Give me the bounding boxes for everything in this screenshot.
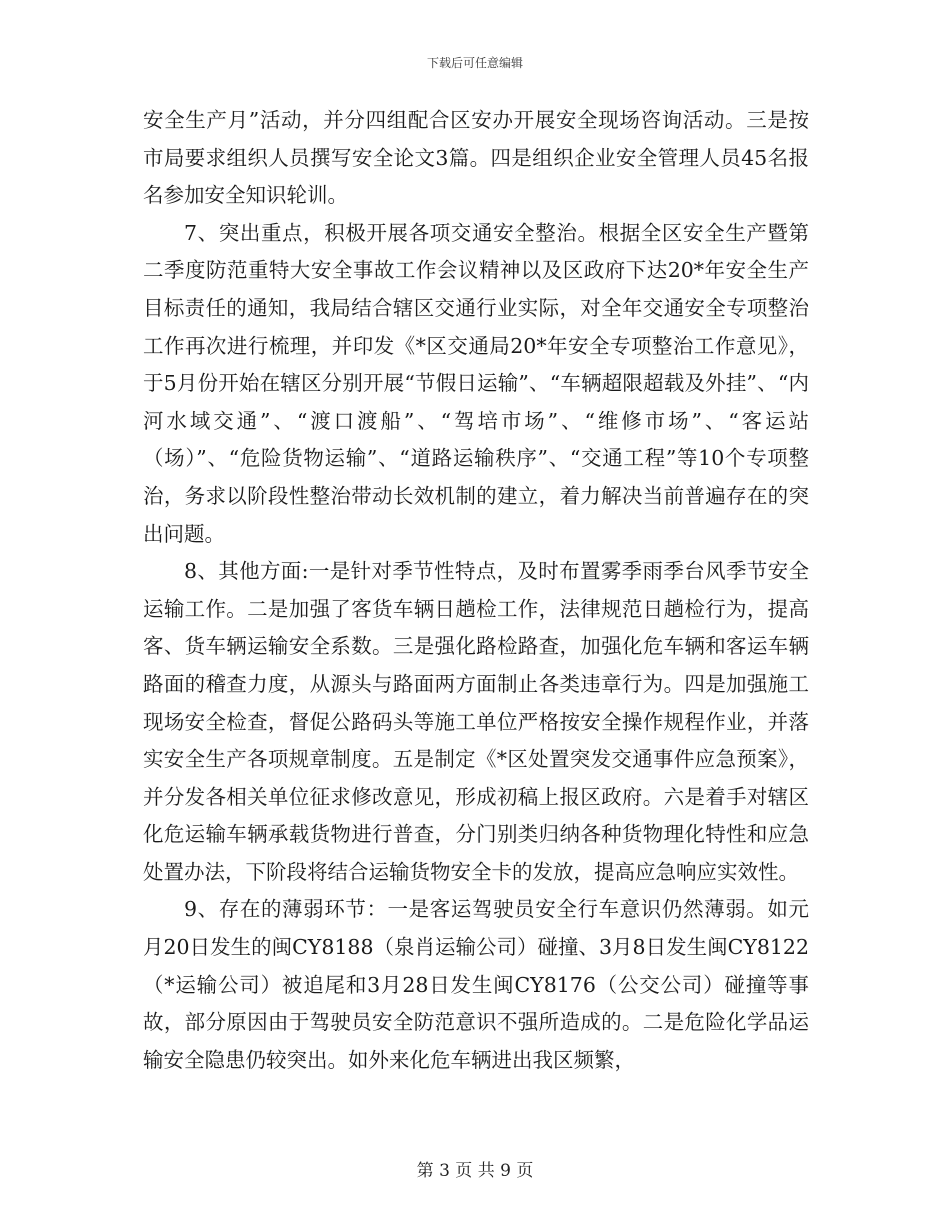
page-number-footer: 第 3 页 共 9 页 — [416, 1161, 534, 1181]
paragraph-item-8: 8、其他方面:一是针对季节性特点，及时布置雾季雨季台风季节安全运输工作。二是加强了客货车辆日趟检工作，法律规范日趟检行为，提高客、货车辆运输安全系数。三是强化路检路查，加强化危车辆和客运车辆路面的稽查力度，从源头与路面两方面制止各类违章行为。四是加强施工现场安全检查，督促公路码头等施工单位严格按安全操作规程作业，并落实安全生产各项规章制度。五是制定《*区处置突发交通事件应急预案》，并分发各相关单位征求修改意见，形成初稿上报区政府。六是着手对辖区化危运输车辆承载货物进行普查，分门别类归纳各种货物理化特性和应急处置办法，下阶段将结合运输货物安全卡的发放，提高应急响应实效性。 — [143, 559, 809, 884]
paragraph-continuation: 安全生产月”活动，并分四组配合区安办开展安全现场咨询活动。三是按市局要求组织人员撰写安全论文3篇。四是组织企业安全管理人员45名报名参加安全知识轮训。 — [143, 108, 809, 208]
paragraph-item-9: 9、存在的薄弱环节：一是客运驾驶员安全行车意识仍然薄弱。如元月20日发生的闽CY8188（泉肖运输公司）碰撞、3月8日发生闽CY8122（*运输公司）被追尾和3月28日发生闽CY8176（公交公司）碰撞等事故，部分原因由于驾驶员安全防范意识不强所造成的。二是危险化学品运输安全隐患仍较突出。如外来化危车辆进出我区频繁， — [143, 897, 809, 1072]
paragraph-item-7: 7、突出重点，积极开展各项交通安全整治。根据全区安全生产暨第二季度防范重特大安全事故工作会议精神以及区政府下达20*年安全生产目标责任的通知，我局结合辖区交通行业实际，对全年交通安全专项整治工作再次进行梳理，并印发《*区交通局20*年安全专项整治工作意见》，于5月份开始在辖区分别开展“节假日运输”、“车辆超限超载及外挂”、“内河水域交通”、“渡口渡船”、“驾培市场”、“维修市场”、“客运站（场）”、“危险货物运输”、“道路运输秩序”、“交通工程”等10个专项整治，务求以阶段性整治带动长效机制的建立，着力解决当前普遍存在的突出问题。 — [143, 220, 809, 546]
page-header: 下载后可任意编辑 — [426, 56, 523, 70]
document-body — [143, 102, 809, 1079]
